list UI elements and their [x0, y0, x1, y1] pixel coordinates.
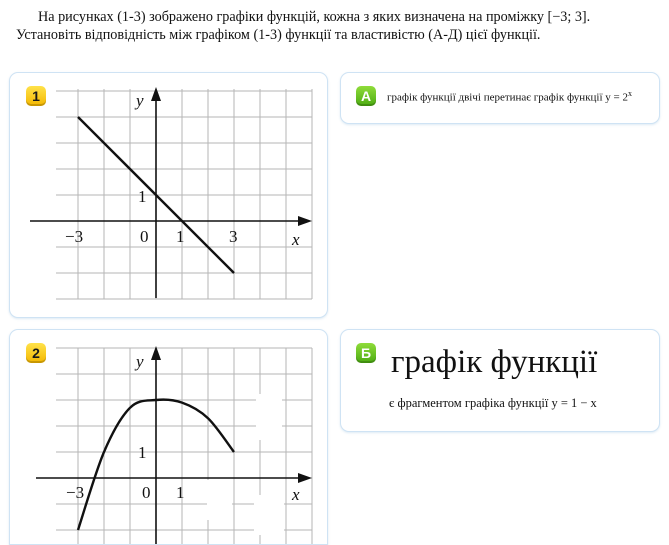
task-line-1: На рисунках (1-3) зображено графіки функцій, кожна з яких визначена на проміжку [−3; 3]. — [38, 9, 591, 25]
graph-1-y-label: y — [136, 91, 144, 110]
graph-1-y-arrow — [151, 87, 161, 101]
graph-card-2[interactable] — [9, 329, 328, 545]
graph-2-mask-2 — [256, 394, 282, 440]
property-a-exponent: x — [628, 89, 632, 98]
task-statement — [16, 8, 664, 44]
graph-2-badge: 2 — [26, 343, 46, 363]
property-b-heading: графік функції — [391, 344, 598, 380]
graph-1-plot — [10, 73, 327, 317]
graph-2-x-label: x — [292, 485, 300, 504]
graph-2-y-label: y — [136, 352, 144, 371]
graph-1-x-arrow — [298, 216, 312, 226]
graph-2-mask-1 — [207, 480, 232, 520]
graph-1-tick-x1: 1 — [176, 227, 185, 246]
graph-2-tick-y1: 1 — [138, 443, 147, 462]
property-a-text — [387, 89, 632, 104]
graph-2-tick-neg3: −3 — [66, 483, 85, 502]
graph-1-tick-neg3: −3 — [65, 227, 84, 246]
task-line-2: Установіть відповідність між графіком (1-3) функції та властивістю (А-Д) цієї функції. — [16, 27, 541, 43]
property-card-a[interactable] — [340, 72, 660, 124]
graph-1-origin-label: 0 — [140, 227, 149, 246]
graph-1-x-label: x — [292, 230, 300, 249]
property-a-badge: А — [356, 86, 376, 106]
property-a-main: графік функції двічі перетинає графік функції y = 2 — [387, 91, 628, 104]
graph-2-origin-label: 0 — [142, 483, 151, 502]
property-b-text: є фрагментом графіка функції y = 1 − x — [389, 396, 597, 410]
property-b-badge: Б — [356, 343, 376, 363]
graph-1-badge: 1 — [26, 86, 46, 106]
graph-1-tick-x3: 3 — [229, 227, 238, 246]
graph-2-x-arrow — [298, 473, 312, 483]
graph-2-tick-x1: 1 — [176, 483, 185, 502]
property-card-b[interactable] — [340, 329, 660, 432]
graph-1-tick-y1: 1 — [138, 187, 147, 206]
graph-2-mask-3 — [254, 495, 284, 535]
graph-card-1[interactable] — [9, 72, 328, 318]
